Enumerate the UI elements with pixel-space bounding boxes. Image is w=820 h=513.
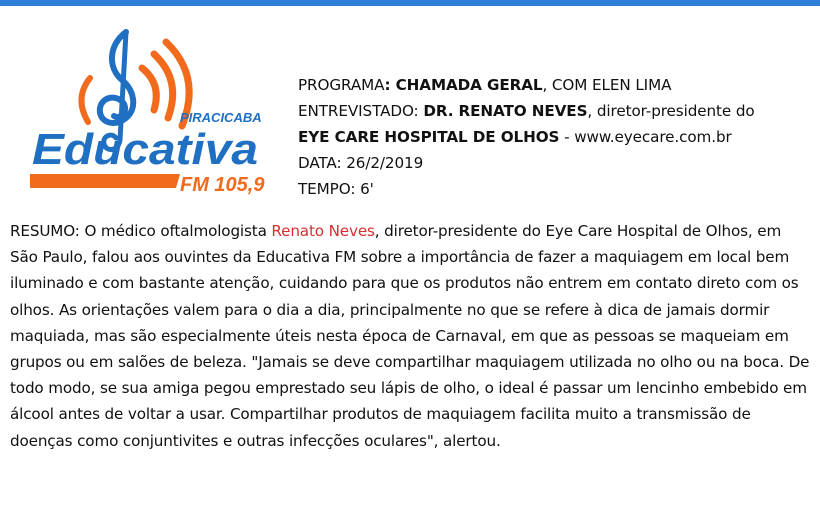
- logo-brand-text: Educativa: [32, 125, 258, 174]
- tempo-line: TEMPO: 6': [298, 180, 374, 198]
- summary-lead: RESUMO: O médico oftalmologista: [10, 222, 272, 240]
- program-info: [298, 72, 755, 202]
- top-accent-bar: [0, 0, 820, 6]
- programa-line: PROGRAMA: CHAMADA GERAL, COM ELEN LIMA: [298, 76, 672, 94]
- logo-graphic: [30, 28, 270, 200]
- logo-city-text: PIRACICABA: [180, 110, 262, 125]
- data-line: DATA: 26/2/2019: [298, 154, 424, 172]
- logo-swoosh: [30, 174, 180, 188]
- hospital-line: EYE CARE HOSPITAL DE OLHOS - www.eyecare.com.br: [298, 128, 732, 146]
- educativa-fm-logo: [30, 28, 270, 200]
- summary-paragraph: [10, 218, 810, 454]
- summary-body: , diretor-presidente do Eye Care Hospital de Olhos, em São Paulo, falou aos ouvintes da Educativa FM sobre a importância de fazer a maquiagem em local bem iluminado e com bastante atenção, cuidando para que os produtos não entrem em contato direto com os olhos. As orientações valem para o dia a dia, principalmente no que se refere à dica de jamais dormir maquiada, mas são especialmente úteis nesta época de Carnaval, em que as pessoas se maqueiam em grupos ou em salões de beleza. "Jamais se deve compartilhar maquiagem utilizada no olho ou na boca. De todo modo, se sua amiga pegou emprestado seu lápis de olho, o ideal é passar um lencinho embebido em álcool antes de voltar a usar. Compartilhar produtos de maquiagem facilita muito a transmissão de doenças como conjuntivites e outras infecções oculares", alertou.: [10, 222, 810, 450]
- summary-highlighted-name: Renato Neves: [271, 222, 375, 240]
- entrevistado-line: ENTREVISTADO: DR. RENATO NEVES, diretor-presidente do: [298, 102, 755, 120]
- logo-frequency-text: FM 105,9: [180, 174, 265, 196]
